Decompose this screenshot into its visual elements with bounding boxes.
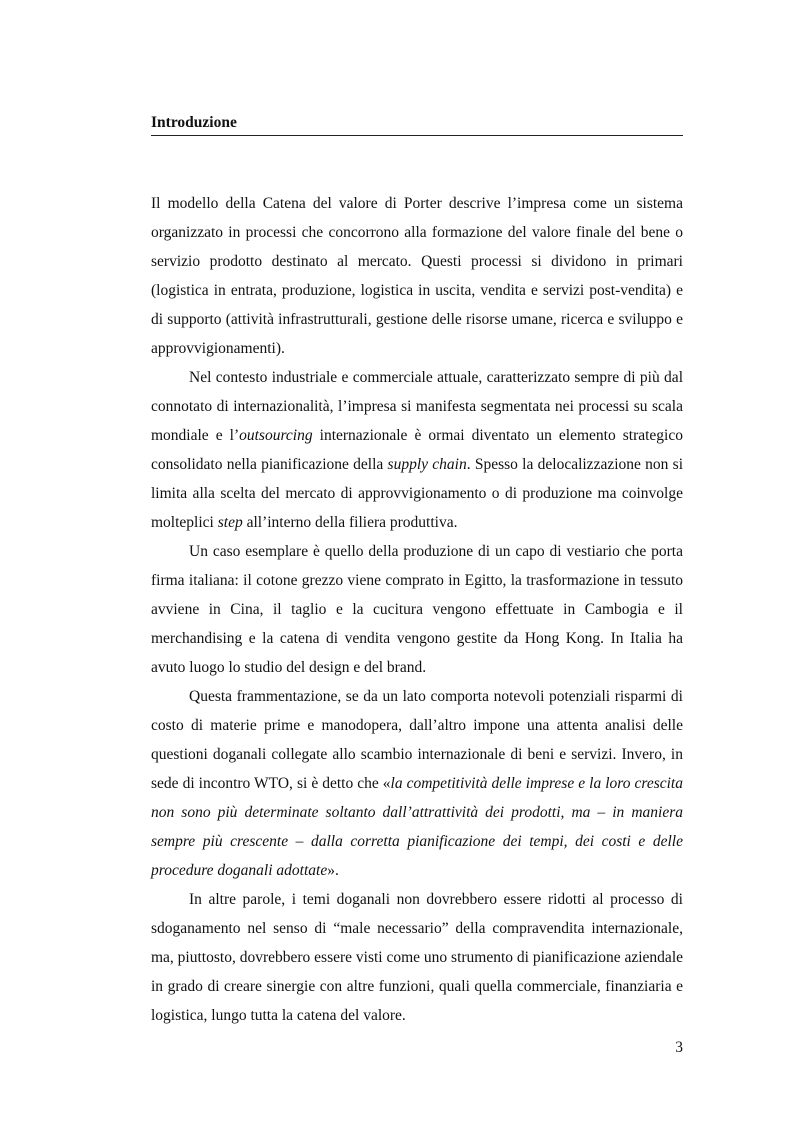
header-divider <box>151 135 683 136</box>
italic-text-segment: la competitività delle imprese e la loro crescita non sono più determinate soltanto dall’attrattività dei prodotti, ma – in maniera sempre più crescente – dalla corretta pianificazione dei tempi, dei costi e delle procedure doganali adottate <box>151 775 683 879</box>
body-text <box>151 189 683 1030</box>
text-segment: Il modello della Catena del valore di Porter descrive l’impresa come un sistema organizzato in processi che concorrono alla formazione del valore finale del bene o servizio prodotto destinato al mercato. Questi processi si dividono in primari (logistica in entrata, produzione, logistica in uscita, vendita e servizi post-vendita) e di supporto (attività infrastrutturali, gestione delle risorse umane, ricerca e sviluppo e approvvigionamenti). <box>151 195 683 357</box>
paragraph-2 <box>151 363 683 537</box>
paragraph-1 <box>151 189 683 363</box>
paragraph-4 <box>151 682 683 885</box>
italic-text-segment: supply chain <box>387 456 467 473</box>
text-segment: Un caso esemplare è quello della produzione di un capo di vestiario che porta firma italiana: il cotone grezzo viene comprato in Egitto, la trasformazione in tessuto avviene in Cina, il taglio e la cucitura vengono effettuate in Cambogia e il merchandising e la catena di vendita vengono gestite da Hong Kong. In Italia ha avuto luogo lo studio del design e del brand. <box>151 543 683 676</box>
text-segment: Nel contesto industriale e commerciale attuale, caratterizzato sempre di più dal connotato di internazionalità, l’impresa si manifesta segmentata nei processi su scala mondiale e l’ <box>151 369 683 444</box>
italic-text-segment: step <box>217 514 243 531</box>
text-segment: all’interno della filiera produttiva. <box>242 514 458 531</box>
text-segment: . Spesso la delocalizzazione non si limita alla scelta del mercato di approvvigionamento o di produzione ma coinvolge molteplici <box>151 456 683 531</box>
text-segment: internazionale è ormai diventato un elemento strategico consolidato nella pianificazione della <box>151 427 683 473</box>
italic-text-segment: outsourcing <box>239 427 313 444</box>
paragraph-5 <box>151 885 683 1030</box>
paragraph-3 <box>151 537 683 682</box>
page-number: 3 <box>675 1039 683 1056</box>
text-segment: In altre parole, i temi doganali non dovrebbero essere ridotti al processo di sdoganamento nel senso di “male necessario” della compravendita internazionale, ma, piuttosto, dovrebbero essere visti come uno strumento di pianificazione aziendale in grado di creare sinergie con altre funzioni, quali quella commerciale, finanziaria e logistica, lungo tutta la catena del valore. <box>151 891 684 1024</box>
text-segment: ». <box>327 862 339 879</box>
section-title: Introduzione <box>151 114 237 131</box>
text-segment: Questa frammentazione, se da un lato comporta notevoli potenziali risparmi di costo di materie prime e manodopera, dall’altro impone una attenta analisi delle questioni doganali collegate allo scambio internazionale di beni e servizi. Invero, in sede di incontro WTO, si è detto che « <box>151 688 683 792</box>
